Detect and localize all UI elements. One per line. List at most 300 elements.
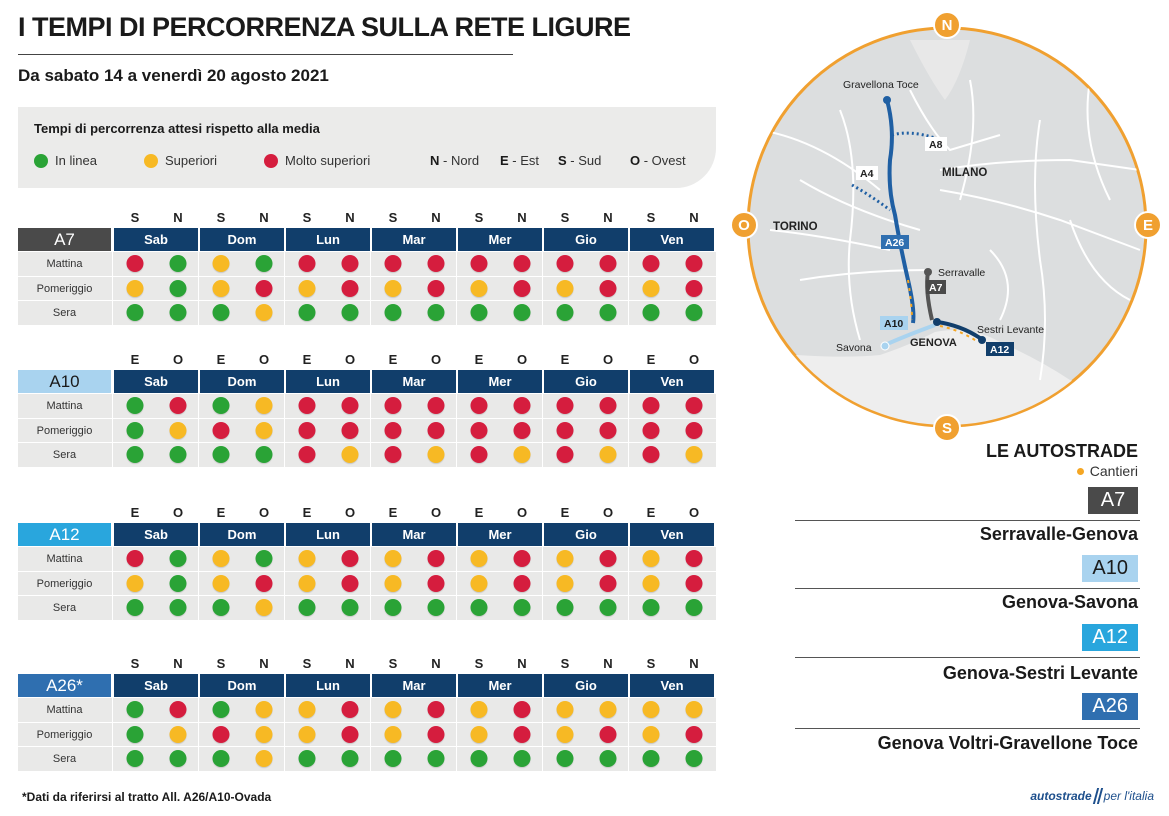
badge-a10: A10 — [1082, 555, 1138, 582]
column-divider — [112, 252, 113, 276]
row-label: Pomeriggio — [36, 728, 93, 741]
row-label: Sera — [52, 602, 77, 614]
green-dot — [557, 599, 574, 616]
direction-letter: N — [517, 210, 527, 225]
red-dot — [428, 550, 445, 567]
red-dot — [557, 397, 574, 414]
red-dot — [600, 255, 617, 272]
table-row — [18, 722, 716, 747]
row-label: Mattina — [46, 553, 83, 565]
red-dot — [514, 575, 531, 592]
table-a26 — [18, 654, 716, 771]
column-divider — [370, 443, 371, 467]
green-dot — [428, 304, 445, 321]
column-divider — [456, 394, 457, 418]
table-row — [18, 697, 716, 722]
red-dot — [600, 550, 617, 567]
column-divider — [456, 572, 457, 596]
yellow-dot — [170, 422, 187, 439]
red-dot — [686, 280, 703, 297]
day-header: Dom — [200, 674, 284, 697]
legend-panel — [18, 107, 716, 188]
green-dot — [471, 304, 488, 321]
road-name-a7: Serravalle-Genova — [979, 524, 1138, 544]
direction-letter: N — [603, 210, 613, 225]
direction-letter: S — [130, 210, 140, 225]
column-divider — [456, 547, 457, 571]
day-header: Sab — [114, 674, 198, 697]
green-dot — [600, 750, 617, 767]
road-divider — [795, 728, 1140, 729]
legend-title: Tempi di percorrenza attesi rispetto alla media — [34, 121, 320, 136]
column-divider — [542, 443, 543, 467]
direction-letter: O — [258, 352, 270, 367]
red-dot — [557, 446, 574, 463]
direction-letter: O — [172, 505, 184, 520]
table-row — [18, 571, 716, 596]
red-dot — [213, 726, 230, 743]
red-dot — [299, 422, 316, 439]
red-dot — [428, 701, 445, 718]
yellow-dot — [643, 726, 660, 743]
red-dot — [428, 575, 445, 592]
direction-letter: O — [344, 505, 356, 520]
page-title: I TEMPI DI PERCORRENZA SULLA RETE LIGURE — [18, 12, 631, 42]
day-header: Lun — [286, 674, 370, 697]
green-dot — [686, 750, 703, 767]
red-dot — [299, 446, 316, 463]
day-header-row — [18, 523, 716, 546]
green-dot — [385, 599, 402, 616]
column-divider — [628, 596, 629, 620]
legend-label: Molto superiori — [285, 153, 371, 168]
yellow-dot — [471, 701, 488, 718]
red-dot — [643, 446, 660, 463]
column-divider — [628, 419, 629, 443]
yellow-dot — [471, 575, 488, 592]
green-dot — [471, 599, 488, 616]
direction-letter: N — [259, 210, 269, 225]
region-map — [738, 17, 1155, 437]
green-dot — [256, 446, 273, 463]
red-dot — [686, 255, 703, 272]
red-dot — [170, 397, 187, 414]
column-divider — [542, 723, 543, 747]
yellow-dot — [342, 446, 359, 463]
yellow-dot — [385, 701, 402, 718]
yellow-dot — [557, 726, 574, 743]
green-dot — [514, 599, 531, 616]
red-dot — [342, 280, 359, 297]
table-row — [18, 393, 716, 418]
green-dot — [643, 304, 660, 321]
table-row — [18, 546, 716, 571]
column-divider — [628, 698, 629, 722]
road-label: A26* — [18, 674, 111, 697]
green-dot — [213, 304, 230, 321]
green-dot — [170, 304, 187, 321]
red-dot — [557, 422, 574, 439]
red-dot — [514, 397, 531, 414]
column-divider — [542, 301, 543, 325]
direction-letter: N — [345, 210, 355, 225]
dir-label: - Nord — [439, 153, 480, 168]
green-dot — [213, 701, 230, 718]
column-divider — [284, 723, 285, 747]
column-divider — [542, 419, 543, 443]
yellow-dot — [256, 726, 273, 743]
red-dot-icon — [264, 154, 278, 168]
day-header: Lun — [286, 228, 370, 251]
column-divider — [198, 747, 199, 771]
day-header: Dom — [200, 228, 284, 251]
green-dot — [213, 446, 230, 463]
yellow-dot — [299, 280, 316, 297]
direction-letter: E — [302, 352, 312, 367]
green-dot — [342, 304, 359, 321]
column-divider — [198, 394, 199, 418]
direction-letter: S — [560, 656, 570, 671]
yellow-dot — [557, 701, 574, 718]
column-divider — [112, 747, 113, 771]
green-dot — [686, 304, 703, 321]
footnote: *Dati da riferirsi al tratto All. A26/A10-Ovada — [22, 790, 272, 804]
column-divider — [456, 419, 457, 443]
dir-label: - Est — [508, 153, 540, 168]
legend-label: Superiori — [165, 153, 218, 168]
yellow-dot-icon — [144, 154, 158, 168]
direction-letter: O — [430, 505, 442, 520]
day-header: Ven — [630, 228, 714, 251]
green-dot — [127, 422, 144, 439]
direction-letter: E — [474, 505, 484, 520]
yellow-dot — [299, 701, 316, 718]
dir-label: - Sud — [566, 153, 602, 168]
column-divider — [542, 252, 543, 276]
road-name-a10: Genova-Savona — [1001, 592, 1138, 612]
column-divider — [370, 596, 371, 620]
column-divider — [198, 277, 199, 301]
red-dot — [127, 550, 144, 567]
day-header: Mer — [458, 228, 542, 251]
column-divider — [456, 747, 457, 771]
red-dot — [342, 255, 359, 272]
direction-letter: S — [302, 656, 312, 671]
yellow-dot — [557, 280, 574, 297]
red-dot — [514, 280, 531, 297]
red-dot — [385, 397, 402, 414]
column-divider — [198, 301, 199, 325]
label-savona: Savona — [836, 342, 872, 354]
gravellona-point — [883, 96, 891, 104]
day-header: Dom — [200, 523, 284, 546]
direction-letter: S — [560, 210, 570, 225]
red-dot — [514, 726, 531, 743]
column-divider — [370, 252, 371, 276]
yellow-dot — [643, 550, 660, 567]
table-row — [18, 442, 716, 467]
red-dot — [600, 422, 617, 439]
column-divider — [542, 394, 543, 418]
road-divider — [795, 657, 1140, 658]
column-divider — [542, 572, 543, 596]
label-sestri: Sestri Levante — [977, 324, 1045, 336]
dir-key: S — [558, 153, 567, 168]
direction-letter: S — [388, 656, 398, 671]
column-divider — [198, 596, 199, 620]
red-dot — [643, 422, 660, 439]
direction-letter: N — [517, 656, 527, 671]
direction-letter: S — [646, 210, 656, 225]
yellow-dot — [643, 575, 660, 592]
column-divider — [456, 277, 457, 301]
day-header: Mar — [372, 370, 456, 393]
column-divider — [456, 723, 457, 747]
legend-dir-est — [500, 153, 539, 168]
column-divider — [112, 547, 113, 571]
green-dot — [514, 304, 531, 321]
row-label: Sera — [52, 753, 77, 765]
day-header: Mer — [458, 674, 542, 697]
yellow-dot — [256, 397, 273, 414]
column-divider — [284, 547, 285, 571]
column-divider — [628, 252, 629, 276]
road-label: A7 — [18, 228, 111, 251]
green-dot — [299, 304, 316, 321]
day-header: Sab — [114, 228, 198, 251]
column-divider — [198, 723, 199, 747]
red-dot — [299, 397, 316, 414]
red-dot — [471, 446, 488, 463]
red-dot — [428, 255, 445, 272]
cantieri-legend — [1077, 463, 1138, 479]
green-dot-icon — [34, 154, 48, 168]
yellow-dot — [385, 550, 402, 567]
direction-letter: N — [689, 656, 699, 671]
yellow-dot — [471, 550, 488, 567]
green-dot — [428, 750, 445, 767]
direction-letter: S — [216, 210, 226, 225]
day-header: Ven — [630, 523, 714, 546]
yellow-dot — [600, 701, 617, 718]
direction-letter: O — [688, 505, 700, 520]
title-divider — [18, 54, 513, 55]
day-header: Ven — [630, 370, 714, 393]
yellow-dot — [643, 701, 660, 718]
yellow-dot — [127, 280, 144, 297]
direction-letter: E — [474, 352, 484, 367]
red-dot — [686, 575, 703, 592]
direction-letter: S — [474, 210, 484, 225]
road-label: A10 — [18, 370, 111, 393]
column-divider — [112, 698, 113, 722]
green-dot — [170, 255, 187, 272]
label-torino: TORINO — [773, 221, 818, 233]
yellow-dot — [299, 550, 316, 567]
red-dot — [557, 255, 574, 272]
red-dot — [385, 422, 402, 439]
yellow-dot — [643, 280, 660, 297]
column-divider — [370, 277, 371, 301]
table-row — [18, 746, 716, 771]
column-divider — [112, 301, 113, 325]
day-header-row — [18, 228, 716, 251]
table-a10 — [18, 350, 716, 467]
table-row — [18, 251, 716, 276]
green-dot — [170, 446, 187, 463]
green-dot — [170, 599, 187, 616]
column-divider — [198, 572, 199, 596]
direction-header-row — [18, 350, 716, 370]
brand-sub: per l'italia — [1103, 789, 1154, 803]
column-divider — [198, 252, 199, 276]
a8-label: A8 — [929, 139, 943, 151]
direction-letter: S — [130, 656, 140, 671]
brand-main: autostrade — [1030, 789, 1092, 803]
legend-item-superiori — [144, 153, 217, 168]
compass-e: E — [1142, 217, 1154, 234]
autostrade-logo — [1030, 788, 1154, 804]
column-divider — [284, 572, 285, 596]
red-dot — [127, 255, 144, 272]
direction-letter: S — [216, 656, 226, 671]
column-divider — [542, 747, 543, 771]
yellow-dot — [385, 575, 402, 592]
direction-letter: N — [603, 656, 613, 671]
green-dot — [557, 304, 574, 321]
legend-dir-nord — [430, 153, 479, 168]
column-divider — [456, 443, 457, 467]
red-dot — [385, 255, 402, 272]
column-divider — [370, 698, 371, 722]
table-a12 — [18, 503, 716, 620]
red-dot — [643, 397, 660, 414]
genova-point — [933, 318, 941, 326]
red-dot — [342, 422, 359, 439]
day-header-row — [18, 370, 716, 393]
direction-header-row — [18, 208, 716, 228]
column-divider — [370, 547, 371, 571]
dir-key: E — [500, 153, 509, 168]
red-dot — [686, 550, 703, 567]
a4-label: A4 — [860, 168, 874, 180]
green-dot — [256, 550, 273, 567]
day-header-row — [18, 674, 716, 697]
dir-key: O — [630, 153, 641, 168]
column-divider — [370, 572, 371, 596]
cantieri-dot-icon — [1077, 468, 1084, 475]
table-row — [18, 300, 716, 325]
day-header: Gio — [544, 370, 628, 393]
green-dot — [385, 750, 402, 767]
column-divider — [284, 394, 285, 418]
a26-label: A26 — [885, 237, 905, 249]
yellow-dot — [385, 280, 402, 297]
compass-o: O — [738, 217, 750, 234]
red-dot — [428, 422, 445, 439]
red-dot — [428, 280, 445, 297]
day-header: Mar — [372, 674, 456, 697]
direction-letter: N — [173, 656, 183, 671]
green-dot — [428, 599, 445, 616]
column-divider — [628, 723, 629, 747]
green-dot — [170, 550, 187, 567]
row-label: Mattina — [46, 400, 83, 412]
red-dot — [514, 701, 531, 718]
day-header: Mar — [372, 523, 456, 546]
column-divider — [456, 301, 457, 325]
red-dot — [686, 397, 703, 414]
column-divider — [112, 277, 113, 301]
row-label: Pomeriggio — [36, 577, 93, 590]
green-dot — [600, 599, 617, 616]
a10-label: A10 — [884, 318, 904, 330]
direction-letter: E — [130, 352, 140, 367]
red-dot — [342, 726, 359, 743]
column-divider — [370, 301, 371, 325]
day-header: Gio — [544, 228, 628, 251]
table-row — [18, 276, 716, 301]
yellow-dot — [557, 550, 574, 567]
column-divider — [542, 547, 543, 571]
direction-letter: S — [474, 656, 484, 671]
yellow-dot — [256, 304, 273, 321]
row-label: Pomeriggio — [36, 282, 93, 295]
column-divider — [628, 443, 629, 467]
direction-letter: O — [516, 505, 528, 520]
direction-letter: O — [688, 352, 700, 367]
direction-letter: O — [258, 505, 270, 520]
red-dot — [514, 422, 531, 439]
day-header: Gio — [544, 674, 628, 697]
direction-letter: N — [431, 210, 441, 225]
direction-letter: E — [560, 505, 570, 520]
column-divider — [628, 747, 629, 771]
column-divider — [112, 723, 113, 747]
column-divider — [112, 394, 113, 418]
yellow-dot — [213, 575, 230, 592]
red-dot — [342, 575, 359, 592]
green-dot — [299, 599, 316, 616]
column-divider — [284, 747, 285, 771]
direction-letter: N — [173, 210, 183, 225]
badge-a26: A26 — [1082, 693, 1138, 720]
compass-s: S — [941, 420, 953, 437]
green-dot — [385, 304, 402, 321]
yellow-dot — [385, 726, 402, 743]
red-dot — [256, 575, 273, 592]
red-dot — [342, 550, 359, 567]
green-dot — [256, 255, 273, 272]
column-divider — [628, 572, 629, 596]
direction-letter: E — [216, 505, 226, 520]
red-dot — [600, 280, 617, 297]
column-divider — [284, 698, 285, 722]
direction-letter: E — [130, 505, 140, 520]
column-divider — [456, 252, 457, 276]
red-dot — [299, 255, 316, 272]
page-subtitle: Da sabato 14 a venerdì 20 agosto 2021 — [18, 66, 329, 85]
legend-dir-sud — [558, 153, 601, 168]
green-dot — [213, 599, 230, 616]
red-dot — [428, 397, 445, 414]
green-dot — [557, 750, 574, 767]
green-dot — [170, 575, 187, 592]
cantieri-label: Cantieri — [1089, 463, 1138, 479]
green-dot — [127, 446, 144, 463]
yellow-dot — [428, 446, 445, 463]
green-dot — [213, 397, 230, 414]
